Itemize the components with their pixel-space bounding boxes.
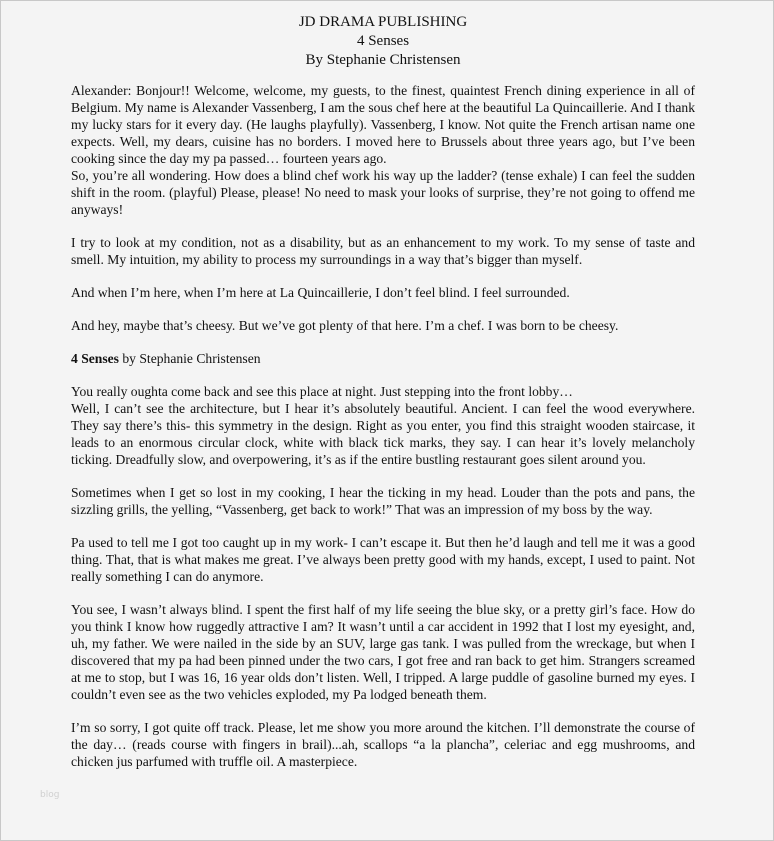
watermark: blog — [40, 790, 60, 800]
paragraph: Alexander: Bonjour!! Welcome, welcome, my guests, to the finest, quaintest French dining experience in all of Belgium. My name is Alexander Vassenberg, I am the sous chef here at the beautiful La Quincaillerie. And I thank my lucky stars for it every day. (He laughs playfully). Vassenberg, I know. Not quite the French artisan name one expects. Well, my dears, cuisine has no borders. I moved here to Brussels about three years ago, but I’ve been cooking since the day my pa passed… fourteen years ago. — [71, 83, 695, 166]
section-title-rest: by Stephanie Christensen — [118, 351, 261, 366]
paragraph: And hey, maybe that’s cheesy. But we’ve got plenty of that here. I’m a chef. I was born to be cheesy. — [71, 318, 619, 333]
paragraph: I try to look at my condition, not as a disability, but as an enhancement to my work. To my sense of taste and smell. My intuition, my ability to process my surroundings in a way that’s bigger than myself. — [71, 235, 695, 267]
author-byline: By Stephanie Christensen — [305, 52, 461, 68]
paragraph: And when I’m here, when I’m here at La Quincaillerie, I don’t feel blind. I feel surrounded. — [71, 285, 570, 300]
section-heading — [71, 350, 695, 367]
paragraph: You really oughta come back and see this place at night. Just stepping into the front lobby… — [71, 384, 573, 399]
paragraph: I’m so sorry, I got quite off track. Please, let me show you more around the kitchen. I’ll demonstrate the course of the day… (reads course with fingers in brail)...ah, scallops “a la plancha”, celeriac and egg mushrooms, and chicken jus parfumed with truffle oil. A masterpiece. — [71, 720, 695, 769]
paragraph: You see, I wasn’t always blind. I spent the first half of my life seeing the blue sky, or a pretty girl’s face. How do you think I know how ruggedly attractive I am? It wasn’t until a car accident in 1992 that I lost my eyesight, and, uh, my father. We were nailed in the side by an SUV, large gas tank. I was pulled from the wreckage, but when I discovered that my pa had been pinned under the two cars, I got free and ran back to get him. Strangers screamed at me to stop, but I was 16, 16 year olds don’t listen. Well, I tripped. A large puddle of gasoline burned my eyes. I couldn’t even see as the two vehicles exploded, my Pa lodged beneath them. — [71, 602, 695, 702]
paragraph: Sometimes when I get so lost in my cooking, I hear the ticking in my head. Louder than the pots and pans, the sizzling grills, the yelling, “Vassenberg, get back to work!” That was an impression of my boss by the way. — [71, 485, 695, 517]
paragraph: Pa used to tell me I got too caught up in my work- I can’t escape it. But then he’d laugh and tell me it was a good thing. That, that is what makes me great. I’ve always been pretty good with my hands, except, I used to paint. Not really something I can do anymore. — [71, 535, 695, 584]
paragraph: Well, I can’t see the architecture, but I hear it’s absolutely beautiful. Ancient. I can feel the wood everywhere. They say there’s this- this symmetry in the design. Right as you enter, you find this straight wooden staircase, it leads to an enormous circular clock, white with black tick marks, they say. I can hear it’s lovely melancholy ticking. Dreadfully slow, and overpowering, it’s as if the entire bustling restaurant goes silent around you. — [71, 401, 695, 467]
document-page — [71, 13, 695, 770]
paragraph: So, you’re all wondering. How does a blind chef work his way up the ladder? (tense exhale) I can feel the sudden shift in the room. (playful) Please, please! No need to mask your looks of surprise, they’re not going to offend me anyways! — [71, 168, 695, 217]
publisher-name: JD DRAMA PUBLISHING — [298, 14, 468, 30]
section-title-bold: 4 Senses — [71, 351, 119, 366]
play-title: 4 Senses — [356, 33, 410, 49]
document-header — [71, 13, 695, 70]
